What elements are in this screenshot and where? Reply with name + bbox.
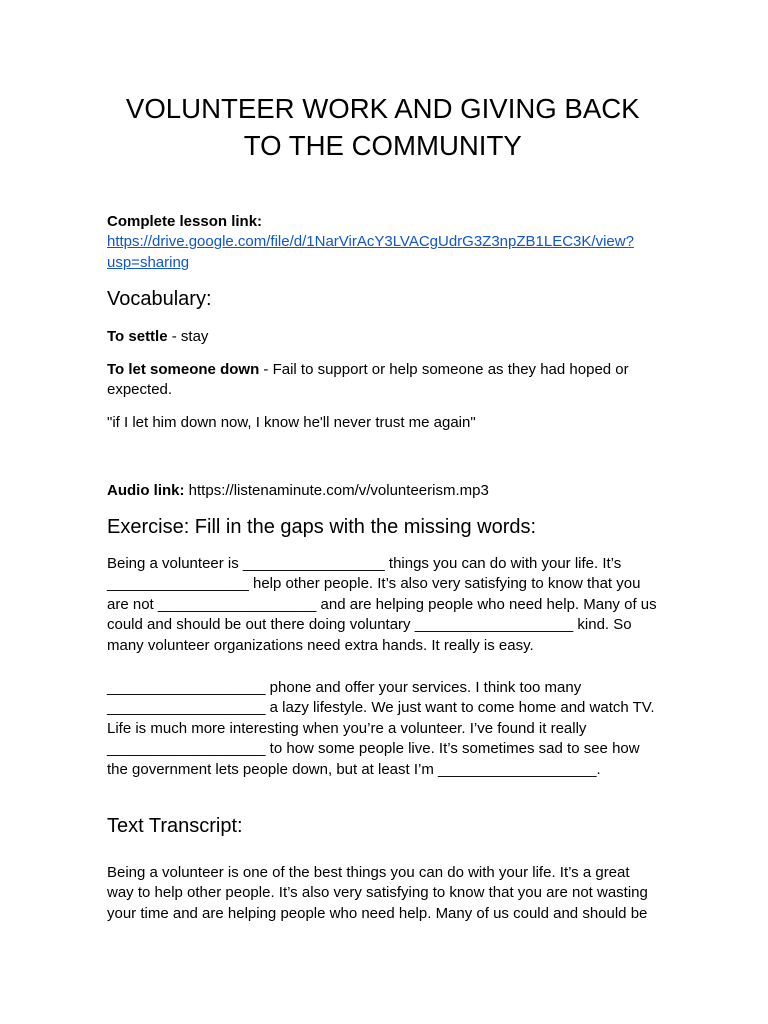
exercise-line: ___________________ a lazy lifestyle. We just want to come home and watch TV. bbox=[107, 699, 655, 716]
vocabulary-entry bbox=[107, 327, 659, 348]
exercise-line: could and should be out there doing voluntary ___________________ kind. So bbox=[107, 616, 632, 633]
exercise-line: are not ___________________ and are helping people who need help. Many of us bbox=[107, 595, 657, 613]
exercise-line: many volunteer organizations need extra hands. It really is easy. bbox=[107, 636, 534, 654]
lesson-link-block bbox=[107, 212, 659, 274]
exercise-line: Being a volunteer is _________________ things you can do with your life. It’s bbox=[107, 554, 622, 572]
vocabulary-example: "if I let him down now, I know he'll never trust me again" bbox=[107, 413, 476, 431]
vocabulary-term: To let someone down bbox=[107, 360, 260, 378]
exercise-line: the government lets people down, but at least I’m ___________________. bbox=[107, 760, 601, 778]
vocabulary-definition: - Fail to support or help someone as they had hoped or expected. bbox=[107, 360, 629, 398]
transcript-heading: Text Transcript: bbox=[107, 814, 243, 837]
document-title: VOLUNTEER WORK AND GIVING BACK TO THE COMMUNITY bbox=[125, 93, 640, 161]
transcript-line: way to help other people. It’s also very satisfying to know that you are not wasting bbox=[107, 884, 648, 901]
lesson-link[interactable]: https://drive.google.com/file/d/1NarVirAcY3LVACgUdrG3Z3npZB1LEC3K/view?usp=sharing bbox=[107, 233, 634, 271]
audio-link-row bbox=[107, 481, 659, 502]
exercise-heading: Exercise: Fill in the gaps with the missing words: bbox=[107, 515, 537, 538]
exercise-line: _________________ help other people. It’s also very satisfying to know that you bbox=[107, 575, 641, 592]
lesson-link-label: Complete lesson link: bbox=[107, 212, 263, 230]
vocabulary-entry bbox=[107, 360, 659, 401]
vocabulary-term: To settle bbox=[107, 327, 168, 345]
audio-link-label: Audio link: bbox=[107, 481, 185, 499]
exercise-line: ___________________ phone and offer your services. I think too many bbox=[107, 678, 582, 696]
transcript-paragraph bbox=[107, 863, 659, 925]
vocabulary-heading: Vocabulary: bbox=[107, 287, 212, 310]
transcript-line: Being a volunteer is one of the best things you can do with your life. It’s a great bbox=[107, 863, 630, 881]
vocabulary-definition: - stay bbox=[171, 327, 209, 345]
exercise-paragraph bbox=[107, 678, 659, 781]
exercise-paragraph bbox=[107, 554, 659, 657]
exercise-line: Life is much more interesting when you’re a volunteer. I’ve found it really bbox=[107, 719, 587, 737]
transcript-line: your time and are helping people who need help. Many of us could and should be bbox=[107, 904, 648, 922]
exercise-line: ___________________ to how some people live. It’s sometimes sad to see how bbox=[107, 740, 640, 757]
audio-link-url: https://listenaminute.com/v/volunteerism.mp3 bbox=[188, 481, 489, 499]
